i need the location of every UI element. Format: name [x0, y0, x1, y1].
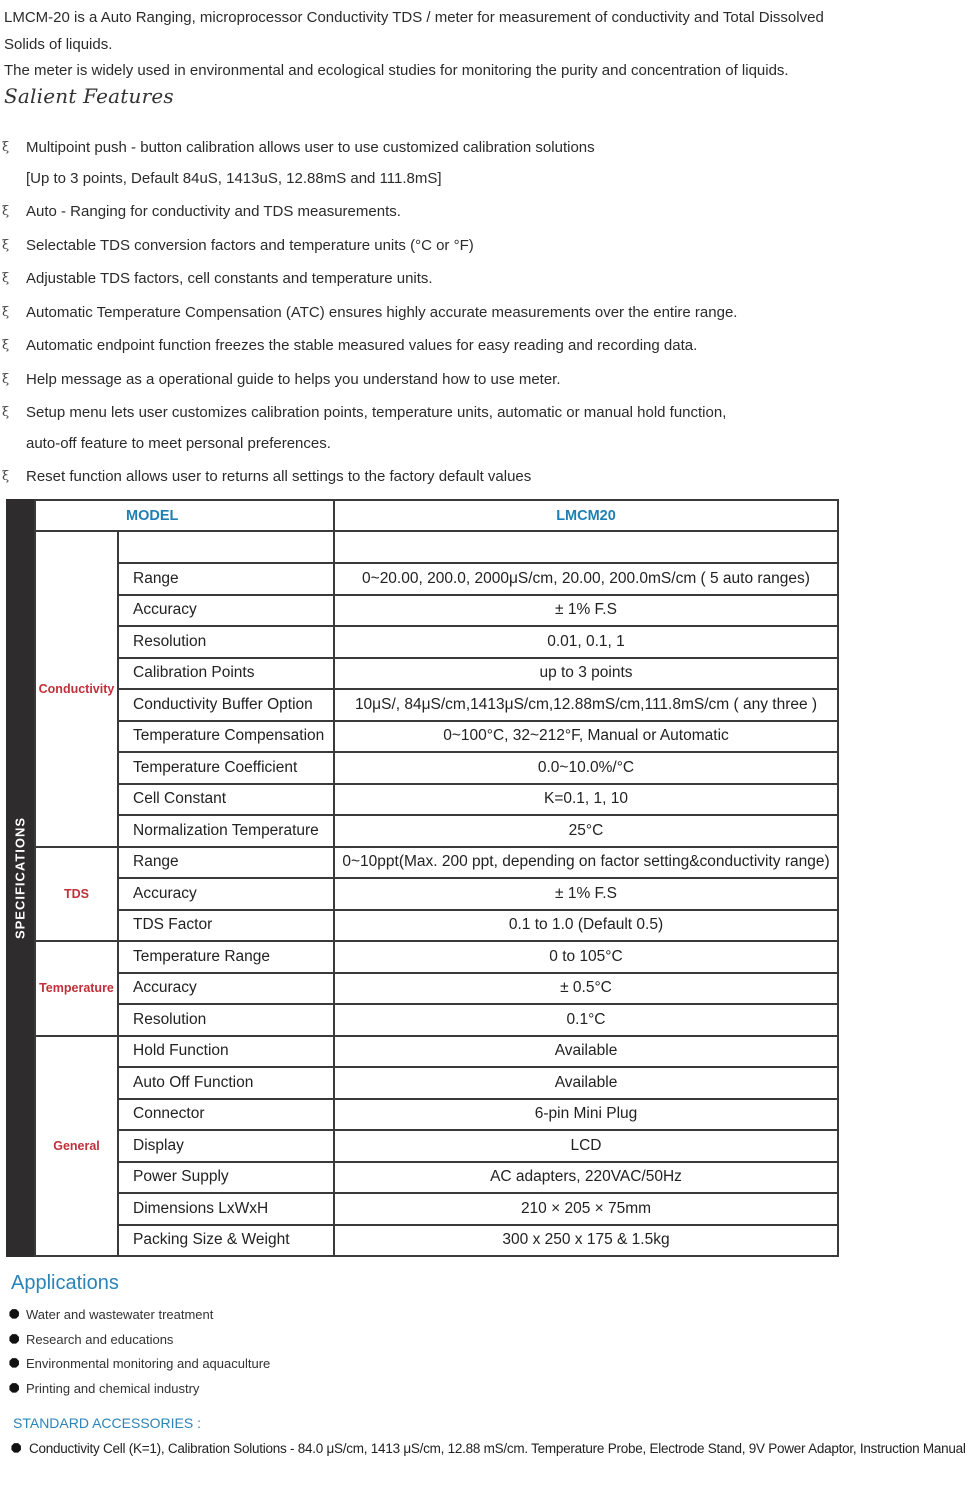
spec-value: 0 to 105°C [334, 941, 838, 973]
bullet-icon: ⯃ [9, 1380, 20, 1396]
accessories-item [10, 1437, 966, 1461]
spec-label: Cell Constant [118, 784, 334, 816]
application-item [8, 1328, 270, 1353]
table-row [35, 721, 838, 753]
spec-label: Temperature Compensation [118, 721, 334, 753]
group-label-tds: TDS [35, 847, 118, 942]
feature-text: Automatic Temperature Compensation (ATC) ensures highly accurate measurements over the entire range. [26, 303, 738, 321]
table-row [35, 941, 838, 973]
spec-value: ± 0.5°C [334, 973, 838, 1005]
feature-text: Selectable TDS conversion factors and temperature units (°C or °F) [26, 236, 474, 254]
header-model-label: MODEL [35, 500, 334, 531]
feature-item [0, 365, 960, 396]
spec-label: Connector [118, 1099, 334, 1131]
spec-value: 0.01, 0.1, 1 [334, 626, 838, 658]
spec-value: Available [334, 1036, 838, 1068]
specifications-side-label: SPECIFICATIONS [12, 816, 28, 940]
feature-item [0, 264, 960, 295]
spec-value: 300 x 250 x 175 & 1.5kg [334, 1225, 838, 1257]
application-text: Research and educations [26, 1331, 174, 1347]
applications-heading: Applications [11, 1272, 119, 1294]
group-label-general: General [35, 1036, 118, 1257]
feature-text: Adjustable TDS factors, cell constants and temperature units. [26, 270, 433, 287]
spec-label: Calibration Points [118, 658, 334, 690]
table-row [35, 1225, 838, 1257]
specifications-side-bar [6, 499, 34, 1257]
salient-features-heading: Salient Features [4, 84, 174, 108]
spec-label: Packing Size & Weight [118, 1225, 334, 1257]
table-row [35, 1067, 838, 1099]
spec-label: Range [118, 847, 334, 879]
spec-label: Auto Off Function [118, 1067, 334, 1099]
table-row [35, 689, 838, 721]
intro-line: LMCM-20 is a Auto Ranging, microprocessor Conductivity TDS / meter for measurement of conductivity and Total Dissolved [4, 9, 824, 26]
specifications-table-wrapper [6, 499, 840, 1257]
spec-label: Resolution [118, 1004, 334, 1036]
spec-value: 10μS/, 84μS/cm,1413μS/cm,12.88mS/cm,111.8mS/cm ( any three ) [334, 689, 838, 721]
spec-value: Available [334, 1067, 838, 1099]
feature-text: Auto - Ranging for conductivity and TDS measurements. [26, 203, 401, 220]
xi-bullet-icon: ξ [2, 371, 10, 387]
spec-label: Range [118, 563, 334, 595]
blank-cell [334, 531, 838, 563]
features-list [0, 133, 960, 496]
intro-description [4, 5, 964, 85]
spec-label: Accuracy [118, 878, 334, 910]
bullet-icon: ⯃ [11, 1441, 22, 1456]
spec-value: ± 1% F.S [334, 595, 838, 627]
intro-line: The meter is widely used in environmental and ecological studies for monitoring the purity and concentration of liquids. [4, 62, 789, 79]
table-row [35, 1130, 838, 1162]
table-row [35, 815, 838, 847]
application-text: Printing and chemical industry [26, 1380, 200, 1396]
spec-label: Temperature Coefficient [118, 752, 334, 784]
spec-value: 0.1°C [334, 1004, 838, 1036]
spec-label: Dimensions LxWxH [118, 1193, 334, 1225]
spec-label: Conductivity Buffer Option [118, 689, 334, 721]
spec-value: 6-pin Mini Plug [334, 1099, 838, 1131]
xi-bullet-icon: ξ [2, 304, 10, 320]
spec-label: Normalization Temperature [118, 815, 334, 847]
spec-value: up to 3 points [334, 658, 838, 690]
spec-value: LCD [334, 1130, 838, 1162]
feature-text: Reset function allows user to returns all settings to the factory default values [26, 468, 532, 485]
group-label-temperature: Temperature [35, 941, 118, 1036]
table-row [35, 973, 838, 1005]
feature-item [0, 331, 960, 362]
feature-item [0, 462, 960, 493]
spec-value: 0~20.00, 200.0, 2000μS/cm, 20.00, 200.0mS/cm ( 5 auto ranges) [334, 563, 838, 595]
feature-text-continued: [Up to 3 points, Default 84uS, 1413uS, 12.88mS and 111.8mS] [26, 169, 442, 187]
bullet-icon: ⯃ [9, 1331, 20, 1347]
feature-text: Setup menu lets user customizes calibration points, temperature units, automatic or manual hold function, [26, 404, 727, 421]
xi-bullet-icon: ξ [2, 140, 10, 155]
table-row [35, 784, 838, 816]
xi-bullet-icon: ξ [2, 271, 10, 286]
application-item [8, 1303, 270, 1328]
spec-label: Accuracy [118, 973, 334, 1005]
xi-bullet-icon: ξ [2, 204, 10, 219]
xi-bullet-icon: ξ [2, 469, 10, 484]
xi-bullet-icon: ξ [2, 237, 10, 253]
table-row [35, 1036, 838, 1068]
table-row [35, 910, 838, 942]
feature-item [0, 298, 960, 329]
spec-value: 210 × 205 × 75mm [334, 1193, 838, 1225]
table-row [35, 1162, 838, 1194]
feature-text-continued: auto-off feature to meet personal preferences. [26, 434, 331, 452]
spec-value: K=0.1, 1, 10 [334, 784, 838, 816]
xi-bullet-icon: ξ [2, 405, 10, 420]
table-row-blank [35, 531, 838, 563]
intro-line: Solids of liquids. [4, 35, 113, 53]
accessories-text: Conductivity Cell (K=1), Calibration Solutions - 84.0 μS/cm, 1413 μS/cm, 12.88 mS/cm. Temperature Probe, Electrode Stand, 9V Power Adaptor, Instruction Manual [29, 1441, 966, 1456]
feature-item [0, 197, 960, 228]
bullet-icon: ⯃ [9, 1307, 20, 1322]
applications-list [8, 1303, 270, 1401]
table-row [35, 752, 838, 784]
feature-item [0, 231, 960, 262]
xi-bullet-icon: ξ [2, 338, 10, 353]
spec-label: Power Supply [118, 1162, 334, 1194]
spec-value: ± 1% F.S [334, 878, 838, 910]
table-row [35, 595, 838, 627]
table-row [35, 658, 838, 690]
table-row [35, 1099, 838, 1131]
table-row [35, 626, 838, 658]
spec-label: TDS Factor [118, 910, 334, 942]
feature-text: Help message as a operational guide to helps you understand how to use meter. [26, 370, 561, 388]
spec-value: 0~100°C, 32~212°F, Manual or Automatic [334, 721, 838, 753]
spec-label: Temperature Range [118, 941, 334, 973]
feature-text: Automatic endpoint function freezes the stable measured values for easy reading and recording data. [26, 337, 698, 354]
spec-value: 0~10ppt(Max. 200 ppt, depending on factor setting&conductivity range) [334, 847, 838, 879]
bullet-icon: ⯃ [9, 1356, 20, 1371]
blank-cell [118, 531, 334, 563]
spec-label: Hold Function [118, 1036, 334, 1068]
spec-label: Display [118, 1130, 334, 1162]
application-item [8, 1377, 270, 1402]
spec-value: 0.1 to 1.0 (Default 0.5) [334, 910, 838, 942]
spec-value: AC adapters, 220VAC/50Hz [334, 1162, 838, 1194]
spec-label: Resolution [118, 626, 334, 658]
group-label-conductivity: Conductivity [35, 531, 118, 847]
accessories-heading: STANDARD ACCESSORIES : [13, 1415, 202, 1431]
spec-value: 25°C [334, 815, 838, 847]
spec-label: Accuracy [118, 595, 334, 627]
table-row [35, 847, 838, 879]
application-text: Water and wastewater treatment [26, 1307, 214, 1322]
table-row [35, 563, 838, 595]
spec-value: 0.0~10.0%/°C [334, 752, 838, 784]
feature-item [0, 133, 960, 194]
feature-item [0, 398, 960, 459]
header-model-value: LMCM20 [334, 500, 838, 531]
application-item [8, 1352, 270, 1377]
specifications-table [34, 499, 839, 1257]
table-header-row [35, 500, 838, 531]
feature-text: Multipoint push - button calibration allows user to use customized calibration solutions [26, 139, 595, 156]
table-row [35, 1004, 838, 1036]
application-text: Environmental monitoring and aquaculture [26, 1356, 271, 1371]
table-row [35, 878, 838, 910]
table-row [35, 1193, 838, 1225]
